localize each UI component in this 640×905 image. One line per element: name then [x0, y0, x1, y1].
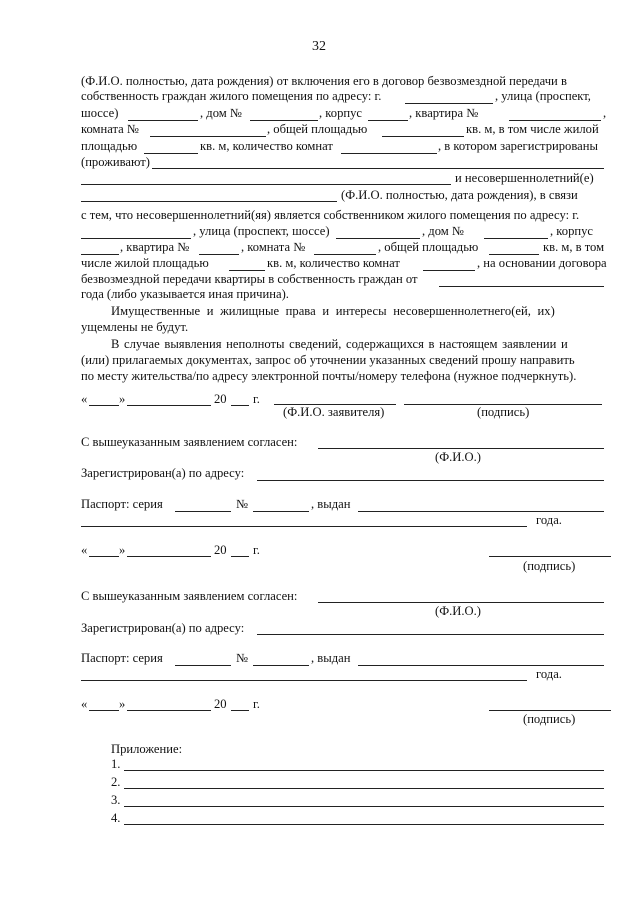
house-field[interactable] — [250, 120, 318, 121]
para3-line2: (или) прилагаемых документах, запрос об уточнении указанных сведений прошу направить — [81, 353, 575, 367]
minor-fio-caption: (Ф.И.О. полностью, дата рождения), в связи — [341, 188, 578, 202]
house-label: , дом № — [200, 106, 242, 120]
minor-street-label: , улица (проспект, шоссе) — [193, 224, 330, 238]
total-area-label: , общей площадью — [267, 122, 368, 136]
minor-total-area-label: , общей площадью — [378, 240, 479, 254]
city-field[interactable] — [405, 103, 493, 104]
consent2-date-year-field[interactable] — [231, 710, 249, 711]
apartment-comma: , — [603, 106, 607, 120]
consent2-fio-field[interactable] — [318, 602, 604, 603]
para3-line1: В случае выявления неполноты сведений, содержащихся в настоящем заявлении и — [111, 337, 568, 351]
consent1-passport-label: Паспорт: серия — [81, 497, 163, 511]
minor-city-field[interactable] — [81, 238, 191, 239]
consent1-date-day-field[interactable] — [89, 556, 119, 557]
date-open-quote: « — [81, 392, 88, 406]
consent1-date-open-quote: « — [81, 543, 88, 557]
consent1-agreed-label: С вышеуказанным заявлением согласен: — [81, 435, 298, 449]
consent1-signature-field[interactable] — [489, 556, 611, 557]
appendix-item-3-field[interactable] — [124, 806, 604, 807]
consent2-year-word: года. — [536, 667, 562, 681]
consent1-address-field[interactable] — [257, 480, 604, 481]
applicant-signature-caption: (подпись) — [477, 405, 530, 419]
minor-room-label: , комната № — [241, 240, 306, 254]
consent1-issued-field[interactable] — [358, 511, 604, 512]
living-area-label: кв. м, в том числе жилой — [466, 122, 599, 136]
minor-house-field[interactable] — [484, 238, 548, 239]
para1-line2-street: , улица (проспект, — [495, 89, 591, 103]
minor-room-field[interactable] — [314, 254, 376, 255]
appendix-item-4-label: 4. — [111, 811, 121, 825]
minor-building-field[interactable] — [81, 254, 119, 255]
minor-street-field[interactable] — [336, 238, 420, 239]
para1-line1: (Ф.И.О. полностью, дата рождения) от включения его в договор безвозмездной передачи в — [81, 74, 567, 88]
consent2-date-open-quote: « — [81, 697, 88, 711]
consent1-signature-caption: (подпись) — [523, 559, 576, 573]
building-label: , корпус — [319, 106, 362, 120]
consent2-fio-caption: (Ф.И.О.) — [435, 604, 481, 618]
date-year-prefix: 20 — [214, 392, 227, 406]
consent1-date-month-field[interactable] — [127, 556, 211, 557]
consent1-fio-caption: (Ф.И.О.) — [435, 450, 481, 464]
room-label: комната № — [81, 122, 139, 136]
rooms-count-field[interactable] — [341, 153, 437, 154]
contract-label: безвозмездной передачи квартиры в собственность граждан от — [81, 272, 418, 286]
consent2-issued-field[interactable] — [358, 665, 604, 666]
consent1-number-field[interactable] — [253, 511, 309, 512]
consent2-signature-field[interactable] — [489, 710, 611, 711]
consent1-registered-label: Зарегистрирован(а) по адресу: — [81, 466, 245, 480]
minor-fio-field[interactable] — [81, 201, 337, 202]
consent1-date-year-suffix: г. — [253, 543, 260, 557]
minor-house-label: , дом № — [422, 224, 464, 238]
residents-field-2[interactable] — [81, 184, 451, 185]
para1-line3-highway: шоссе) — [81, 106, 119, 120]
minor-apartment-field[interactable] — [199, 254, 239, 255]
rooms-count-label: кв. м, количество комнат — [200, 139, 333, 153]
consent1-date-year-prefix: 20 — [214, 543, 227, 557]
consent2-date-day-field[interactable] — [89, 710, 119, 711]
consent1-year-word: года. — [536, 513, 562, 527]
appendix-item-4-field[interactable] — [124, 824, 604, 825]
minor-living-area-field[interactable] — [229, 270, 265, 271]
minor-label: и несовершеннолетний(е) — [455, 171, 594, 185]
area-label: площадью — [81, 139, 138, 153]
para2-line2: ущемлены не будут. — [81, 320, 189, 334]
appendix-title: Приложение: — [111, 742, 183, 756]
consent2-issued-field-2[interactable] — [81, 680, 527, 681]
consent1-fio-field[interactable] — [318, 448, 604, 449]
consent2-passport-label: Паспорт: серия — [81, 651, 163, 665]
para3-line3: по месту жительства/по адресу электронной почты/номеру телефона (нужное подчеркнуть). — [81, 369, 577, 383]
para1-line9: с тем, что несовершеннолетний(яя) является собственником жилого помещения по адресу: г. — [81, 208, 580, 222]
minor-total-area-field[interactable] — [489, 254, 539, 255]
para1-line2-text: собственность граждан жилого помещения по адресу: г. — [81, 89, 382, 103]
room-field[interactable] — [150, 136, 266, 137]
minor-apartment-label: , квартира № — [120, 240, 190, 254]
page-number: 32 — [312, 39, 326, 54]
consent1-date-year-field[interactable] — [231, 556, 249, 557]
minor-building-label: , корпус — [550, 224, 593, 238]
date-year-field[interactable] — [231, 405, 249, 406]
apartment-label: , квартира № — [409, 106, 479, 120]
appendix-item-2-label: 2. — [111, 775, 121, 789]
consent2-number-field[interactable] — [253, 665, 309, 666]
consent2-agreed-label: С вышеуказанным заявлением согласен: — [81, 589, 298, 603]
consent2-registered-label: Зарегистрирован(а) по адресу: — [81, 621, 245, 635]
consent1-series-field[interactable] — [175, 511, 231, 512]
consent1-issued-label: , выдан — [311, 497, 351, 511]
consent2-date-month-field[interactable] — [127, 710, 211, 711]
para2-line1: Имущественные и жилищные права и интересы несовершеннолетнего(ей, их) — [111, 304, 555, 318]
minor-rooms-field[interactable] — [423, 270, 475, 271]
appendix-item-3-label: 3. — [111, 793, 121, 807]
date-month-field[interactable] — [127, 405, 211, 406]
building-field[interactable] — [368, 120, 408, 121]
contract-date-field[interactable] — [439, 286, 604, 287]
total-area-field[interactable] — [382, 136, 464, 137]
registered-label: , в котором зарегистрированы — [438, 139, 598, 153]
consent1-issued-field-2[interactable] — [81, 526, 527, 527]
contract-basis-label: , на основании договора — [477, 256, 607, 270]
residents-field[interactable] — [152, 168, 604, 169]
consent2-signature-caption: (подпись) — [523, 712, 576, 726]
date-year-suffix: г. — [253, 392, 260, 406]
consent2-date-year-prefix: 20 — [214, 697, 227, 711]
street-field[interactable] — [128, 120, 198, 121]
year-reason-text: года (либо указывается иная причина). — [81, 287, 289, 301]
consent2-date-year-suffix: г. — [253, 697, 260, 711]
consent2-number-label: № — [236, 651, 249, 665]
appendix-item-1-label: 1. — [111, 757, 121, 771]
minor-living-area-label: числе жилой площадью — [81, 256, 209, 270]
minor-rooms-label: кв. м, количество комнат — [267, 256, 400, 270]
consent2-date-close-quote: » — [119, 697, 126, 711]
living-area-field[interactable] — [144, 153, 198, 154]
appendix-item-2-field[interactable] — [124, 788, 604, 789]
consent2-issued-label: , выдан — [311, 651, 351, 665]
appendix-item-1-field[interactable] — [124, 770, 604, 771]
applicant-fio-caption: (Ф.И.О. заявителя) — [283, 405, 385, 419]
consent1-number-label: № — [236, 497, 249, 511]
living-label: (проживают) — [81, 155, 150, 169]
consent2-series-field[interactable] — [175, 665, 231, 666]
date-close-quote: » — [119, 392, 126, 406]
date-day-field[interactable] — [89, 405, 119, 406]
consent1-date-close-quote: » — [119, 543, 126, 557]
apartment-field[interactable] — [509, 120, 601, 121]
consent2-address-field[interactable] — [257, 634, 604, 635]
minor-living-label: кв. м, в том — [543, 240, 605, 254]
